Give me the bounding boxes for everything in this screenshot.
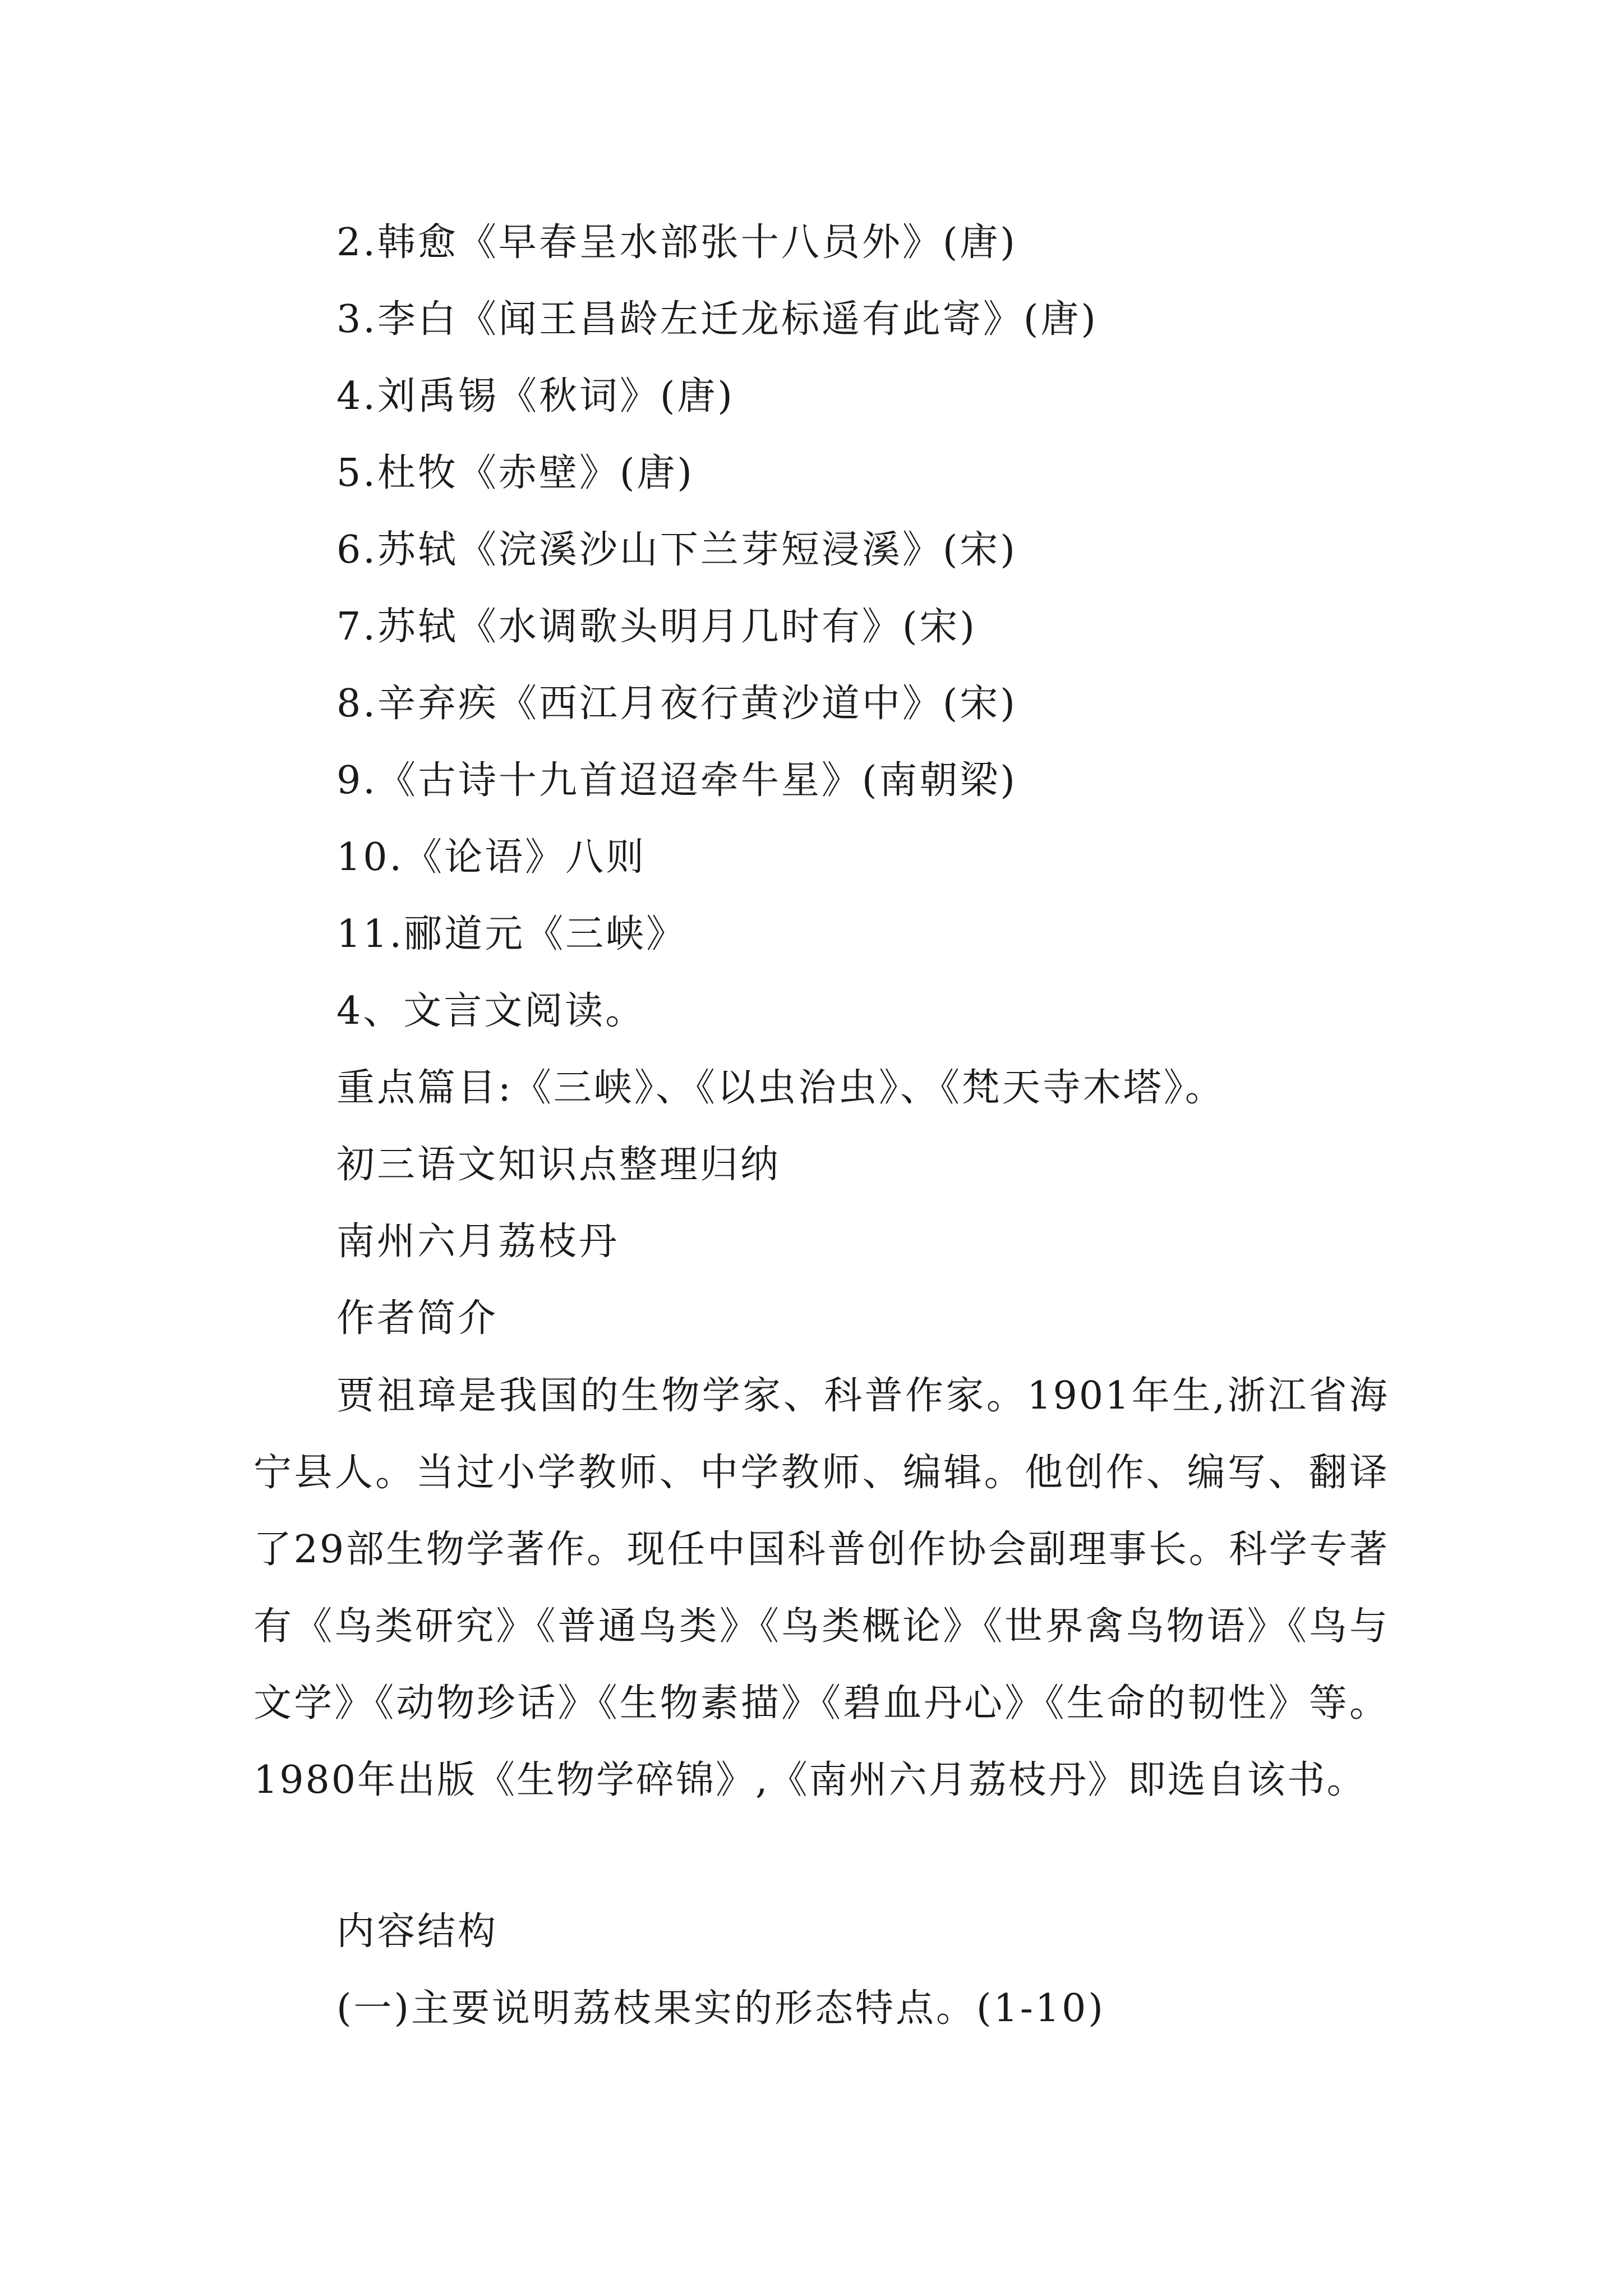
poem-list-item: 8.辛弃疾《西江月夜行黄沙道中》(宋) [336, 682, 1017, 726]
section-heading: 4、文言文阅读。 [336, 989, 646, 1033]
poem-list-item: 6.苏轼《浣溪沙山下兰芽短浸溪》(宋) [336, 528, 1017, 572]
subheading-author-intro: 作者简介 [336, 1296, 499, 1341]
poem-list-item: 2.韩愈《早春呈水部张十八员外》(唐) [336, 220, 1017, 265]
poem-list-item: 5.杜牧《赤壁》(唐) [336, 451, 694, 495]
key-texts-line: 重点篇目:《三峡》、《以虫治虫》、《梵天寺木塔》。 [336, 1066, 1225, 1110]
subheading-content-structure: 内容结构 [336, 1910, 499, 1954]
content-structure-item: (一)主要说明荔枝果实的形态特点。(1-10) [336, 1986, 1105, 2031]
poem-list-item: 7.苏轼《水调歌头明月几时有》(宋) [336, 605, 977, 649]
author-intro-paragraph: 贾祖璋是我国的生物学家、科普作家。1901年生,浙江省海宁县人。当过小学教师、中学教师、编辑。他创作、编写、翻译了29部生物学著作。现任中国科普创作协会副理事长。科学专著有《鸟类研究》《普通鸟类》《鸟类概论》《世界禽鸟物语》《鸟与文学》《动物珍话》《生物素描》《碧血丹心》《生命的韧性》等。1980年出版《生物学碎锦》,《南州六月荔枝丹》即选自该书。 [253, 1374, 1389, 1802]
poem-list-item: 3.李白《闻王昌龄左迁龙标遥有此寄》(唐) [336, 297, 1098, 342]
document-title: 初三语文知识点整理归纳 [336, 1143, 781, 1187]
article-title: 南州六月荔枝丹 [336, 1220, 620, 1264]
poem-list-item: 4.刘禹锡《秋词》(唐) [336, 374, 735, 418]
poem-list-item: 9.《古诗十九首迢迢牵牛星》(南朝梁) [336, 758, 1017, 803]
poem-list-item: 11.郦道元《三峡》 [336, 912, 687, 956]
poem-list-item: 10.《论语》八则 [336, 835, 647, 880]
